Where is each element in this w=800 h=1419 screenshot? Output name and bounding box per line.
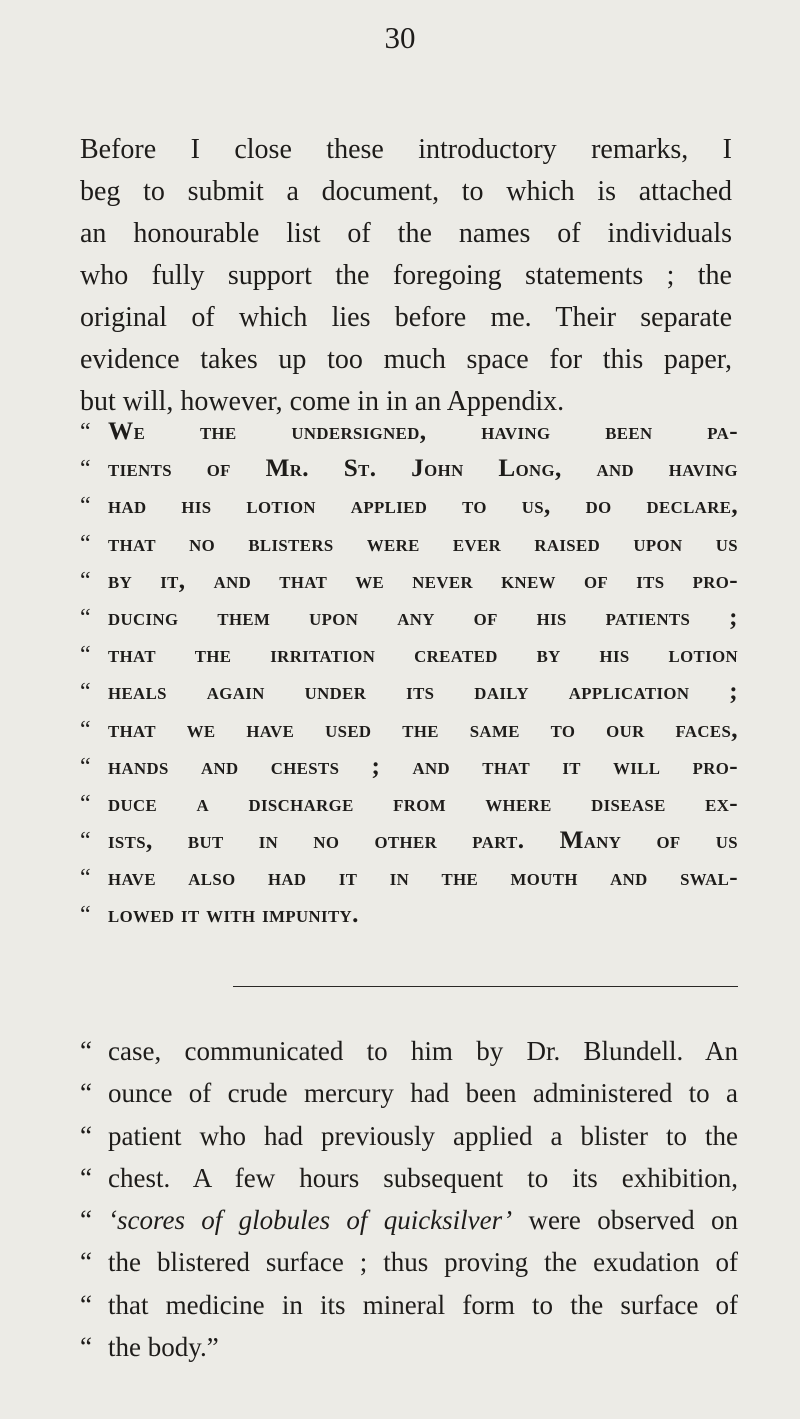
opening-quote-mark: “: [80, 1247, 92, 1278]
opening-quote-mark: “: [80, 828, 92, 855]
quote-line: [80, 1115, 738, 1157]
opening-quote-mark: “: [80, 902, 92, 929]
declaration-line: [80, 822, 738, 859]
quote-line-text: ounce of crude mercury had been administered to a: [108, 1078, 738, 1109]
declaration-line-text: THAT NO BLISTERS WERE EVER RAISED UPON US: [108, 535, 738, 555]
declaration-line: [80, 636, 738, 673]
opening-quote-mark: “: [80, 530, 92, 557]
quote-line: [80, 1241, 738, 1283]
quote-line-text: the body.”: [108, 1332, 219, 1363]
declaration-line-text: LOWED IT WITH IMPUNITY.: [108, 901, 359, 929]
declaration-line-text: THAT WE HAVE USED THE SAME TO OUR FACES,: [108, 715, 738, 743]
declaration-line: [80, 562, 738, 599]
quote-line-text: that medicine in its mineral form to the surface of: [108, 1289, 738, 1320]
declaration-line: [80, 785, 738, 822]
quote-line: [80, 1030, 738, 1072]
opening-quote-mark: “: [80, 456, 92, 483]
declaration-line-text: HEALS AGAIN UNDER ITS DAILY APPLICATION ;: [108, 678, 739, 706]
opening-quote-mark: “: [80, 1162, 92, 1193]
declaration-line: [80, 859, 738, 896]
opening-quote-mark: “: [80, 1205, 92, 1236]
opening-quote-mark: “: [80, 604, 92, 631]
declaration-line: [80, 599, 738, 636]
opening-quote-mark: “: [80, 753, 92, 780]
quote-line: [80, 1284, 738, 1326]
opening-quote-mark: “: [80, 642, 92, 669]
declaration-line-text: ISTS, BUT IN NO OTHER PART. MANY OF US: [108, 827, 738, 855]
declaration-line-text: TIENTS OF MR. ST. JOHN LONG, AND HAVING: [108, 455, 738, 483]
intro-line: an honourable list of the names of individuals: [80, 218, 732, 249]
opening-quote-mark: “: [80, 865, 92, 892]
italic-phrase: ‘scores of globules of quicksilver’: [108, 1205, 513, 1236]
intro-line: but will, however, come in in an Appendix.: [80, 386, 565, 417]
declaration-line-text: DUCE A DISCHARGE FROM WHERE DISEASE EX-: [108, 789, 739, 817]
intro-line: evidence takes up too much space for this paper,: [80, 344, 732, 375]
intro-paragraph: [80, 129, 732, 423]
opening-quote-mark: “: [80, 419, 92, 445]
opening-quote-mark: “: [80, 493, 92, 520]
opening-quote-mark: “: [80, 790, 92, 817]
declaration-line: [80, 896, 738, 933]
declaration-line: [80, 413, 738, 450]
declaration-line: [80, 450, 738, 487]
opening-quote-mark: “: [80, 1332, 92, 1363]
declaration-line: [80, 673, 738, 710]
quote-line: [80, 1199, 738, 1241]
opening-quote-mark: “: [80, 716, 92, 743]
quote-line: [80, 1157, 738, 1199]
quote-line-text: chest. A few hours subsequent to its exhibition,: [108, 1162, 738, 1193]
opening-quote-mark: “: [80, 567, 92, 594]
opening-quote-mark: “: [80, 1120, 92, 1151]
page-number: 30: [384, 20, 416, 55]
case-quote-block: [80, 1030, 738, 1368]
declaration-line: [80, 748, 738, 785]
opening-quote-mark: “: [80, 679, 92, 706]
declaration-line-text: DUCING THEM UPON ANY OF HIS PATIENTS ;: [108, 603, 738, 631]
quote-line: [80, 1072, 738, 1114]
declaration-line-text: BY IT, AND THAT WE NEVER KNEW OF ITS PRO-: [108, 566, 739, 594]
intro-line: beg to submit a document, to which is attached: [80, 176, 732, 207]
quote-line-text: patient who had previously applied a blister to the: [108, 1120, 738, 1151]
declaration-line: [80, 525, 738, 562]
intro-line: Before I close these introductory remarks, I: [80, 134, 732, 165]
quote-line-text: the blistered surface ; thus proving the exudation of: [108, 1247, 738, 1278]
declaration-line: [80, 487, 738, 524]
declaration-line-text: HAD HIS LOTION APPLIED TO US, DO DECLARE,: [108, 492, 739, 520]
declaration-line-text: WE THE UNDERSIGNED, HAVING BEEN PA-: [108, 418, 738, 445]
quote-line-text: [108, 1199, 738, 1241]
declaration-line-text: HANDS AND CHESTS ; AND THAT IT WILL PRO-: [108, 752, 738, 780]
quote-line: [80, 1326, 738, 1368]
opening-quote-mark: “: [80, 1078, 92, 1109]
opening-quote-mark: “: [80, 1036, 92, 1066]
intro-line: original of which lies before me. Their separate: [80, 302, 732, 333]
declaration-block: [80, 413, 738, 934]
declaration-line-text: HAVE ALSO HAD IT IN THE MOUTH AND SWAL-: [108, 864, 739, 892]
section-divider: [233, 986, 738, 987]
declaration-line: [80, 711, 738, 748]
quote-line-text: case, communicated to him by Dr. Blundell. An: [108, 1036, 738, 1066]
declaration-line-text: THAT THE IRRITATION CREATED BY HIS LOTION: [108, 647, 739, 667]
opening-quote-mark: “: [80, 1289, 92, 1320]
intro-line: who fully support the foregoing statements ; the: [80, 260, 732, 291]
quote-line-remainder: were observed on: [512, 1205, 738, 1236]
